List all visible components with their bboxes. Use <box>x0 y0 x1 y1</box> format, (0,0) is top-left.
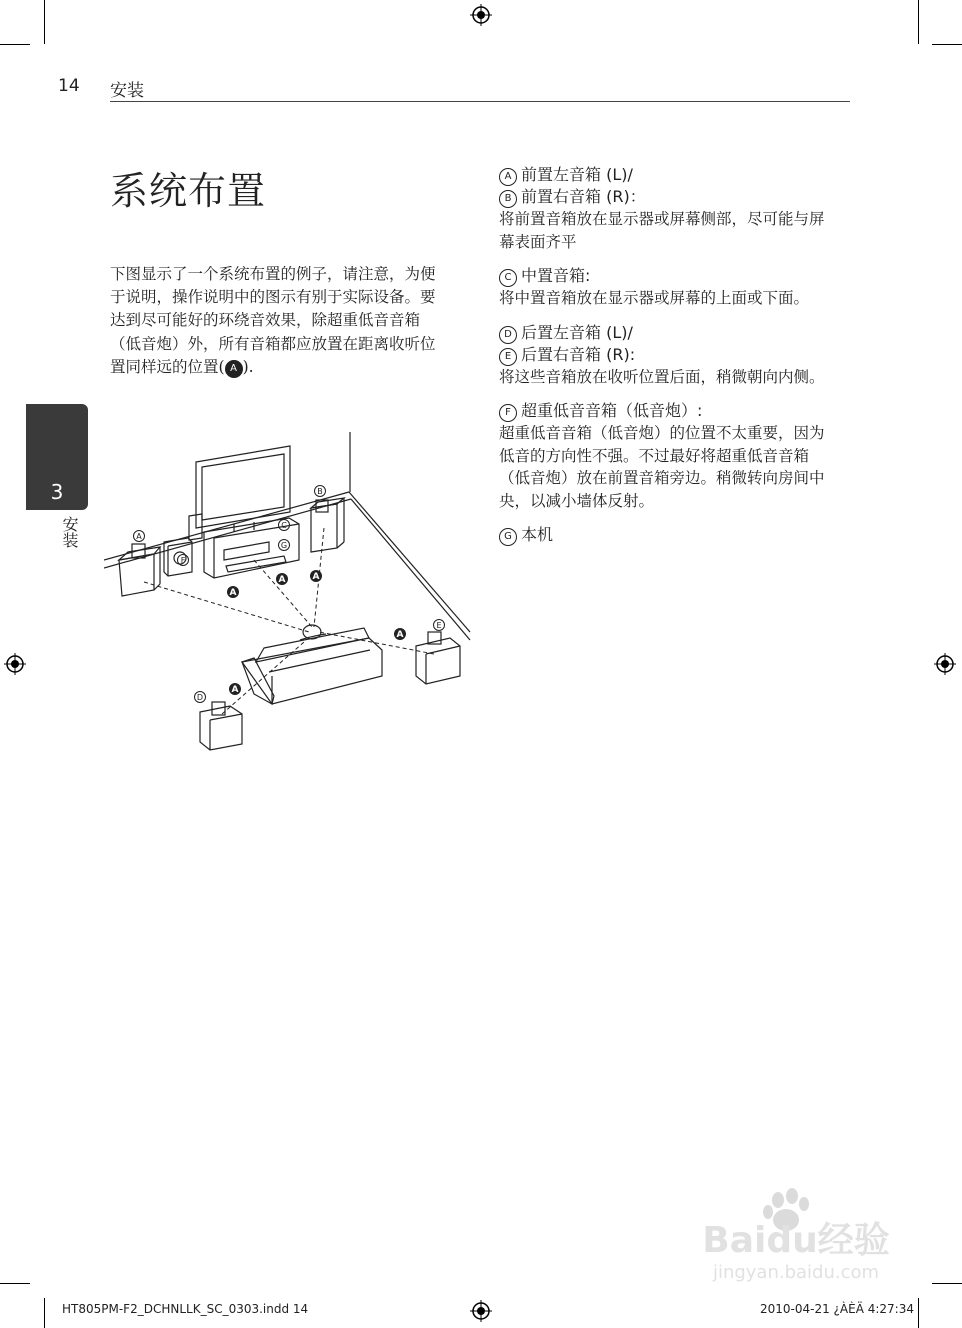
marker-a-icon: A <box>225 360 243 378</box>
speaker-list <box>499 164 839 546</box>
list-item <box>499 322 839 389</box>
list-item <box>499 524 839 546</box>
marker-a-icon: A <box>396 630 404 640</box>
item-heading <box>499 524 839 546</box>
crop-mark <box>44 0 45 44</box>
item-body: 将前置音箱放在显示器或屏幕侧部，尽可能与屏幕表面齐平 <box>499 210 825 251</box>
marker-d-icon: D <box>196 693 204 702</box>
marker-g-icon: G <box>280 541 288 550</box>
marker-a-icon: A <box>499 168 517 186</box>
list-item <box>499 400 839 512</box>
item-body: 超重低音音箱（低音炮）的位置不太重要，因为低音的方向性不强。不过最好将超重低音音箱（低音炮）放在前置音箱旁边。稍微转向房间中央，以减小墙体反射。 <box>499 424 825 510</box>
heading-text: 后置左音箱 (L)/ <box>521 322 633 342</box>
heading-text: 前置右音箱 (R)： <box>521 187 646 206</box>
marker-f-icon: F <box>499 404 517 422</box>
footer-filename: HT805PM-F2_DCHNLLK_SC_0303.indd 14 <box>62 1302 309 1316</box>
marker-g-icon: G <box>499 528 517 546</box>
page-number: 14 <box>58 76 80 96</box>
registration-mark-icon <box>470 4 492 26</box>
intro-suffix: ). <box>242 357 254 376</box>
marker-a-icon: A <box>136 532 142 541</box>
list-item <box>499 265 839 310</box>
chapter-label: 安装 <box>60 516 79 548</box>
item-heading <box>499 400 839 422</box>
item-body: 将中置音箱放在显示器或屏幕的上面或下面。 <box>499 289 810 307</box>
heading-text: 本机 <box>521 525 554 544</box>
marker-a-icon: A <box>229 588 237 598</box>
speaker-layout-diagram <box>104 432 474 757</box>
intro-text: 下图显示了一个系统布置的例子，请注意，为便于说明，操作说明中的图示有别于实际设备。要达到尽可能好的环绕音效果，除超重低音音箱（低音炮）外，所有音箱都应放置在距离收听位置同样远的位置( <box>110 265 436 376</box>
marker-e-icon: E <box>436 621 442 630</box>
watermark-brand: Baidu经验 <box>702 1220 890 1261</box>
item-heading <box>499 265 839 287</box>
marker-f-icon: F <box>180 556 186 565</box>
baidu-watermark-logo <box>686 1186 906 1286</box>
marker-c-icon: C <box>281 521 287 530</box>
marker-d-icon: D <box>499 326 517 344</box>
list-item <box>499 164 839 253</box>
item-heading <box>499 344 839 366</box>
heading-text: 后置右音箱 (R): <box>521 344 636 364</box>
registration-mark-icon <box>934 653 956 675</box>
heading-text: 中置音箱: <box>521 266 591 285</box>
marker-e-icon: E <box>499 348 517 366</box>
section-header: 安装 <box>110 81 144 101</box>
crop-mark <box>0 44 30 45</box>
marker-b-icon: B <box>317 487 323 496</box>
marker-c-icon: C <box>499 269 517 287</box>
header-divider <box>110 101 850 102</box>
crop-mark <box>918 1298 919 1328</box>
item-body: 将这些音箱放在收听位置后面，稍微朝向内侧。 <box>499 367 825 386</box>
page-title: 系统布置 <box>110 169 267 213</box>
crop-mark <box>932 44 962 45</box>
crop-mark <box>932 1283 962 1284</box>
marker-a-icon: A <box>231 685 239 695</box>
marker-b-icon: B <box>499 190 517 208</box>
intro-paragraph <box>110 263 450 379</box>
watermark-url: jingyan.baidu.com <box>712 1262 880 1283</box>
crop-mark <box>0 1283 30 1284</box>
heading-text: 前置左音箱 (L)/ <box>521 165 633 184</box>
registration-mark-icon <box>4 653 26 675</box>
footer-timestamp: 2010-04-21 ¿ÀÈÄ 4:27:34 <box>760 1302 914 1316</box>
heading-text: 超重低音音箱（低音炮）: <box>521 401 703 420</box>
item-heading <box>499 164 839 186</box>
item-heading <box>499 186 839 208</box>
item-heading <box>499 322 839 344</box>
marker-a-icon: A <box>312 572 320 582</box>
crop-mark <box>44 1298 45 1328</box>
registration-mark-icon <box>470 1300 492 1322</box>
crop-mark <box>918 0 919 44</box>
marker-a-icon: A <box>278 575 286 585</box>
chapter-number: 3 <box>50 480 64 504</box>
